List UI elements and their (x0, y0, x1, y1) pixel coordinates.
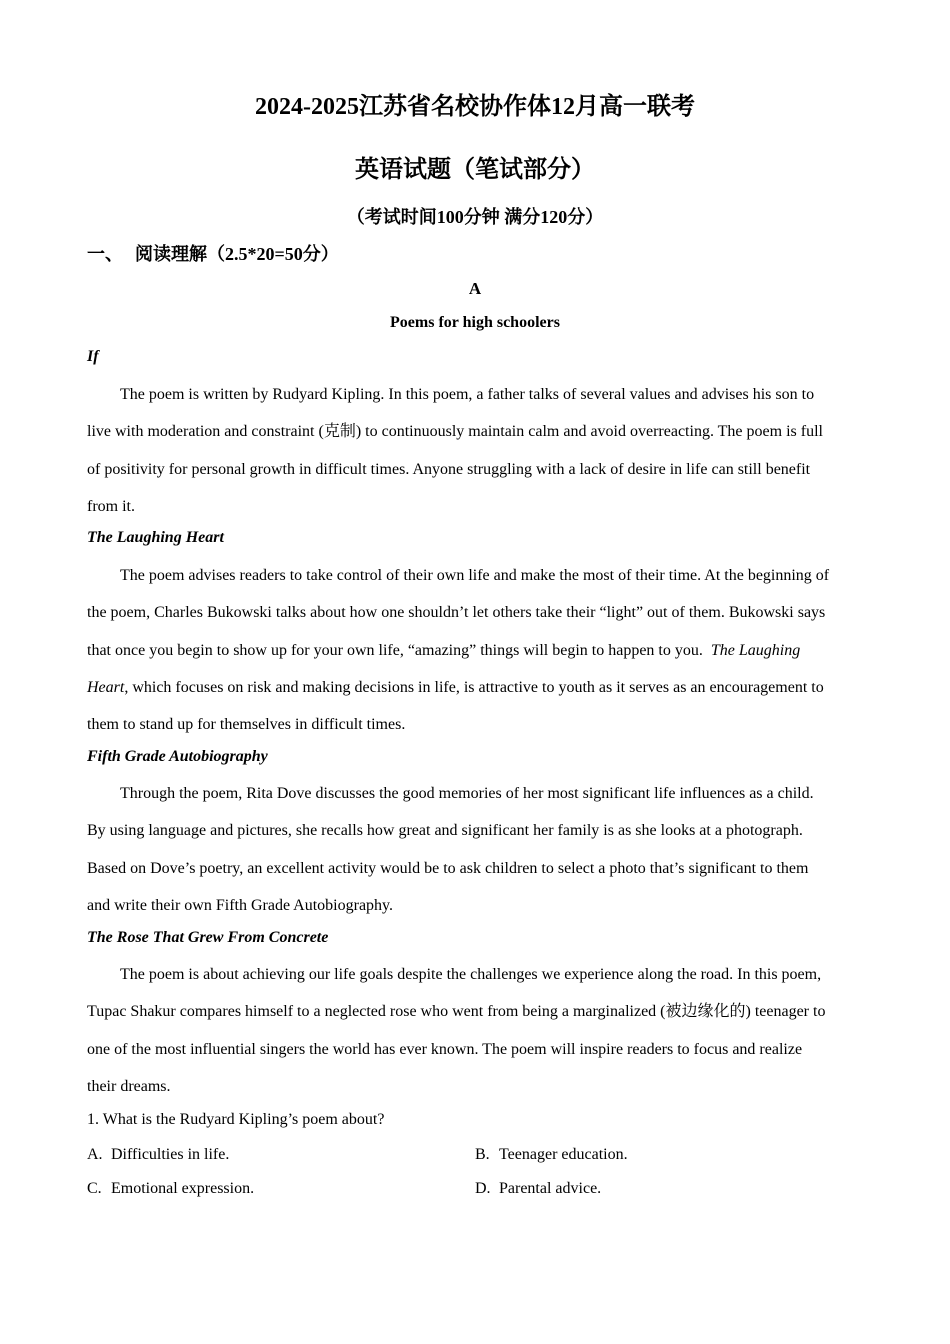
paragraph-line: their dreams. (87, 1077, 171, 1095)
section-title: 阅读理解（2.5*20=50分） (135, 244, 339, 264)
poem-heading-fifth-grade: Fifth Grade Autobiography (87, 748, 268, 765)
paragraph-line (87, 632, 865, 669)
paragraph-line: The poem advises readers to take control of their own life and make the most of their time. At the beginning of (120, 567, 830, 584)
poem-paragraph-rose (87, 956, 865, 1105)
paragraph-line: By using language and pictures, she recalls how great and significant her family is as she looks at a photograph. (87, 822, 803, 840)
exam-subject-title: 英语试题（笔试部分） (355, 157, 595, 183)
paragraph-line: Through the poem, Rita Dove discusses the good memories of her most significant life influences as a child. (120, 785, 814, 802)
option-a (87, 1146, 229, 1164)
line-text: that once you begin to show up for your own life, “amazing” things will begin to happen to you. (87, 641, 703, 659)
italic-title-ref: Heart (87, 678, 125, 696)
paragraph-line: The poem is written by Rudyard Kipling. In this poem, a father talks of several values and advises his son to (120, 386, 815, 403)
exam-title: 2024-2025江苏省名校协作体12月高一联考 (255, 94, 695, 120)
option-label: D. (475, 1180, 491, 1197)
paragraph-line: the poem, Charles Bukowski talks about how one shouldn’t let others take their “light” out of them. Bukowski says (87, 604, 826, 622)
poem-paragraph-fifth-grade (87, 775, 865, 924)
poem-heading-rose: The Rose That Grew From Concrete (87, 929, 329, 946)
italic-title-ref: The Laughing (710, 641, 801, 659)
option-label: C. (87, 1180, 102, 1197)
option-label: A. (87, 1146, 103, 1163)
line-text: , which focuses on risk and making decisions in life, is attractive to youth as it serves as an encouragement to (124, 678, 824, 696)
question-stem: 1. What is the Rudyard Kipling’s poem about? (87, 1111, 385, 1128)
paragraph-line: The poem is about achieving our life goals despite the challenges we experience along the road. In this poem, (120, 966, 822, 983)
paragraph-line (87, 669, 865, 706)
option-d (475, 1180, 601, 1198)
option-text: Emotional expression. (111, 1180, 255, 1197)
poem-heading-laughing-heart: The Laughing Heart (87, 529, 224, 546)
paragraph-line: and write their own Fifth Grade Autobiography. (87, 896, 394, 914)
option-label: B. (475, 1146, 490, 1163)
paragraph-line: live with moderation and constraint (克制) to continuously maintain calm and avoid overreacting. The poem is full (87, 423, 823, 441)
paragraph-line: them to stand up for themselves in difficult times. (87, 716, 406, 734)
option-text: Parental advice. (499, 1180, 602, 1197)
section-heading (87, 240, 339, 266)
paragraph-line: of positivity for personal growth in difficult times. Anyone struggling with a lack of desire in life can still benefit (87, 460, 811, 478)
paragraph-line: Based on Dove’s poetry, an excellent activity would be to ask children to select a photo that’s significant to them (87, 859, 809, 877)
passage-title: Poems for high schoolers (390, 314, 560, 331)
passage-letter: A (468, 279, 482, 298)
option-c (87, 1180, 254, 1198)
poem-heading-if: If (87, 348, 99, 365)
option-text: Teenager education. (499, 1146, 628, 1163)
poem-paragraph-if (87, 376, 865, 525)
exam-time-info: （考试时间100分钟 满分120分） (346, 207, 604, 227)
section-number: 一、 (87, 244, 123, 264)
paragraph-line: Tupac Shakur compares himself to a neglected rose who went from being a marginalized (被边缘化的) teenager to (87, 1003, 826, 1021)
paragraph-line: one of the most influential singers the world has ever known. The poem will inspire readers to focus and realize (87, 1040, 803, 1058)
poem-paragraph-laughing-heart (87, 557, 865, 743)
option-b (475, 1146, 628, 1164)
option-text: Difficulties in life. (111, 1146, 230, 1163)
paragraph-line: from it. (87, 497, 135, 515)
